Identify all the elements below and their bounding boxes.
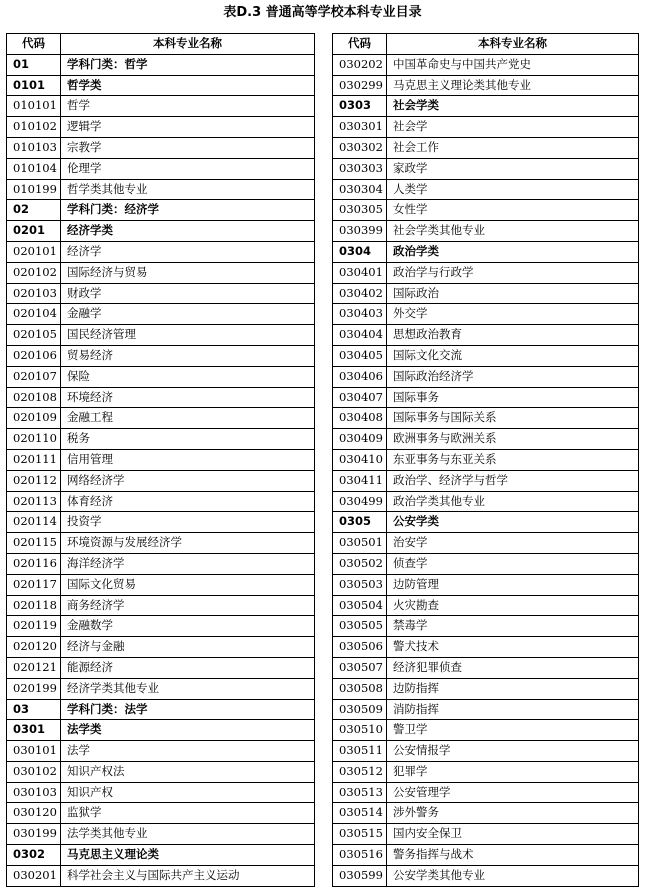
- major-name-cell: 公安情报学: [387, 741, 639, 762]
- code-cell: 030503: [333, 574, 387, 595]
- major-name-cell: 金融工程: [61, 408, 315, 429]
- code-cell: 020109: [7, 408, 61, 429]
- major-name-cell: 国际政治: [387, 283, 639, 304]
- major-name-cell: 国际文化贸易: [61, 574, 315, 595]
- table-row: [7, 325, 315, 346]
- table-row: [333, 304, 639, 325]
- table-row: [7, 533, 315, 554]
- major-catalog-table-right: [332, 33, 639, 887]
- code-cell: 030201: [7, 865, 61, 886]
- major-name-cell: 欧洲事务与欧洲关系: [387, 429, 639, 450]
- table-row: [333, 75, 639, 96]
- major-name-cell: 马克思主义理论类其他专业: [387, 75, 639, 96]
- table-row: [7, 96, 315, 117]
- major-name-cell: 监狱学: [61, 803, 315, 824]
- major-name-cell: 能源经济: [61, 657, 315, 678]
- major-name-cell: 环境经济: [61, 387, 315, 408]
- code-cell: 030505: [333, 616, 387, 637]
- major-name-cell: 科学社会主义与国际共产主义运动: [61, 865, 315, 886]
- code-cell: 030506: [333, 637, 387, 658]
- code-cell: 020116: [7, 553, 61, 574]
- major-name-cell: 公安管理学: [387, 782, 639, 803]
- table-row: [7, 304, 315, 325]
- code-cell: 020115: [7, 533, 61, 554]
- table-row: [7, 782, 315, 803]
- table-row: [333, 616, 639, 637]
- table-row: [7, 429, 315, 450]
- code-cell: 030102: [7, 761, 61, 782]
- code-cell: 030515: [333, 824, 387, 845]
- table-row: [7, 637, 315, 658]
- major-name-cell: 贸易经济: [61, 345, 315, 366]
- major-name-cell: 知识产权法: [61, 761, 315, 782]
- major-name-cell: 警务指挥与战术: [387, 845, 639, 866]
- table-row: [7, 491, 315, 512]
- table-row: [333, 865, 639, 886]
- table-row: [333, 283, 639, 304]
- major-name-cell: 经济与金融: [61, 637, 315, 658]
- major-name-cell: 环境资源与发展经济学: [61, 533, 315, 554]
- table-row: [7, 657, 315, 678]
- category-row: [333, 512, 639, 533]
- code-cell: 020120: [7, 637, 61, 658]
- code-cell: 0303: [333, 96, 387, 117]
- major-name-cell: 政治学类: [387, 241, 639, 262]
- table-row: [333, 470, 639, 491]
- major-name-cell: 税务: [61, 429, 315, 450]
- major-name-cell: 警卫学: [387, 720, 639, 741]
- code-cell: 030403: [333, 304, 387, 325]
- major-name-cell: 边防管理: [387, 574, 639, 595]
- table-row: [333, 678, 639, 699]
- major-name-cell: 国民经济管理: [61, 325, 315, 346]
- table-row: [333, 824, 639, 845]
- table-row: [7, 345, 315, 366]
- code-cell: 030304: [333, 179, 387, 200]
- category-row: [7, 845, 315, 866]
- major-name-cell: 金融数学: [61, 616, 315, 637]
- major-name-cell: 国际事务与国际关系: [387, 408, 639, 429]
- code-cell: 030202: [333, 54, 387, 75]
- code-column-header: 代码: [7, 34, 61, 55]
- table-row: [7, 761, 315, 782]
- category-row: [7, 200, 315, 221]
- major-name-cell: 经济犯罪侦查: [387, 657, 639, 678]
- table-row: [7, 595, 315, 616]
- major-name-cell: 哲学类: [61, 75, 315, 96]
- table-row: [333, 741, 639, 762]
- major-name-column-header: 本科专业名称: [387, 34, 639, 55]
- code-cell: 03: [7, 699, 61, 720]
- code-cell: 030401: [333, 262, 387, 283]
- table-row: [333, 345, 639, 366]
- table-row: [333, 491, 639, 512]
- code-cell: 030101: [7, 741, 61, 762]
- category-row: [7, 75, 315, 96]
- major-name-cell: 社会学: [387, 117, 639, 138]
- major-name-cell: 政治学与行政学: [387, 262, 639, 283]
- code-cell: 030103: [7, 782, 61, 803]
- major-name-cell: 人类学: [387, 179, 639, 200]
- code-cell: 030504: [333, 595, 387, 616]
- table-row: [7, 616, 315, 637]
- major-name-cell: 国内安全保卫: [387, 824, 639, 845]
- code-cell: 030305: [333, 200, 387, 221]
- major-name-cell: 治安学: [387, 533, 639, 554]
- code-cell: 020114: [7, 512, 61, 533]
- table-row: [7, 158, 315, 179]
- major-name-cell: 学科门类：经济学: [61, 200, 315, 221]
- table-row: [333, 553, 639, 574]
- table-row: [333, 761, 639, 782]
- table-row: [333, 179, 639, 200]
- code-cell: 030510: [333, 720, 387, 741]
- code-cell: 010103: [7, 137, 61, 158]
- major-name-cell: 经济学类: [61, 221, 315, 242]
- table-row: [7, 553, 315, 574]
- major-name-cell: 网络经济学: [61, 470, 315, 491]
- major-name-cell: 政治学类其他专业: [387, 491, 639, 512]
- major-name-cell: 公安学类: [387, 512, 639, 533]
- code-cell: 030406: [333, 366, 387, 387]
- major-name-cell: 金融学: [61, 304, 315, 325]
- major-catalog-table-left: [6, 33, 315, 887]
- major-name-cell: 犯罪学: [387, 761, 639, 782]
- code-cell: 020112: [7, 470, 61, 491]
- major-name-cell: 伦理学: [61, 158, 315, 179]
- table-header-row: [333, 34, 639, 55]
- table-row: [333, 262, 639, 283]
- major-name-cell: 知识产权: [61, 782, 315, 803]
- major-name-cell: 宗教学: [61, 137, 315, 158]
- code-cell: 010104: [7, 158, 61, 179]
- major-name-cell: 思想政治教育: [387, 325, 639, 346]
- major-name-cell: 社会学类: [387, 96, 639, 117]
- major-name-cell: 公安学类其他专业: [387, 865, 639, 886]
- major-name-cell: 哲学类其他专业: [61, 179, 315, 200]
- major-name-cell: 警犬技术: [387, 637, 639, 658]
- code-cell: 020105: [7, 325, 61, 346]
- table-row: [333, 200, 639, 221]
- table-row: [333, 325, 639, 346]
- code-cell: 030599: [333, 865, 387, 886]
- major-name-cell: 法学: [61, 741, 315, 762]
- table-row: [333, 158, 639, 179]
- code-cell: 01: [7, 54, 61, 75]
- code-cell: 030508: [333, 678, 387, 699]
- major-name-cell: 火灾勘查: [387, 595, 639, 616]
- table-row: [333, 845, 639, 866]
- table-row: [7, 678, 315, 699]
- major-name-cell: 涉外警务: [387, 803, 639, 824]
- code-cell: 0101: [7, 75, 61, 96]
- code-cell: 020113: [7, 491, 61, 512]
- table-body-left: [7, 54, 315, 886]
- table-row: [333, 574, 639, 595]
- category-row: [333, 96, 639, 117]
- code-cell: 030512: [333, 761, 387, 782]
- table-row: [7, 179, 315, 200]
- major-name-cell: 国际文化交流: [387, 345, 639, 366]
- code-cell: 020118: [7, 595, 61, 616]
- table-row: [7, 408, 315, 429]
- code-cell: 0304: [333, 241, 387, 262]
- code-cell: 030399: [333, 221, 387, 242]
- major-name-cell: 法学类其他专业: [61, 824, 315, 845]
- code-cell: 020107: [7, 366, 61, 387]
- code-cell: 010102: [7, 117, 61, 138]
- major-name-cell: 东亚事务与东亚关系: [387, 449, 639, 470]
- table-row: [333, 720, 639, 741]
- major-name-cell: 禁毒学: [387, 616, 639, 637]
- table-row: [7, 366, 315, 387]
- category-row: [333, 241, 639, 262]
- table-row: [7, 117, 315, 138]
- code-cell: 030516: [333, 845, 387, 866]
- table-row: [7, 470, 315, 491]
- category-row: [7, 221, 315, 242]
- major-name-cell: 体育经济: [61, 491, 315, 512]
- table-row: [333, 117, 639, 138]
- code-cell: 030120: [7, 803, 61, 824]
- code-cell: 030404: [333, 325, 387, 346]
- table-row: [7, 449, 315, 470]
- table-row: [7, 512, 315, 533]
- code-cell: 020103: [7, 283, 61, 304]
- major-name-cell: 边防指挥: [387, 678, 639, 699]
- major-name-cell: 商务经济学: [61, 595, 315, 616]
- code-cell: 020199: [7, 678, 61, 699]
- code-cell: 030514: [333, 803, 387, 824]
- code-cell: 030501: [333, 533, 387, 554]
- code-cell: 030302: [333, 137, 387, 158]
- code-cell: 030411: [333, 470, 387, 491]
- table-row: [7, 741, 315, 762]
- code-cell: 020110: [7, 429, 61, 450]
- major-name-cell: 信用管理: [61, 449, 315, 470]
- major-name-cell: 海洋经济学: [61, 553, 315, 574]
- major-name-cell: 中国革命史与中国共产党史: [387, 54, 639, 75]
- code-cell: 020119: [7, 616, 61, 637]
- table-row: [333, 782, 639, 803]
- major-name-cell: 家政学: [387, 158, 639, 179]
- code-cell: 030407: [333, 387, 387, 408]
- code-cell: 010101: [7, 96, 61, 117]
- code-cell: 030402: [333, 283, 387, 304]
- major-name-cell: 经济学: [61, 241, 315, 262]
- table-row: [333, 637, 639, 658]
- code-cell: 020102: [7, 262, 61, 283]
- major-name-cell: 国际经济与贸易: [61, 262, 315, 283]
- table-row: [7, 283, 315, 304]
- major-name-cell: 消防指挥: [387, 699, 639, 720]
- code-cell: 0302: [7, 845, 61, 866]
- major-name-cell: 社会学类其他专业: [387, 221, 639, 242]
- code-cell: 020104: [7, 304, 61, 325]
- code-cell: 030499: [333, 491, 387, 512]
- code-cell: 0201: [7, 221, 61, 242]
- table-row: [7, 241, 315, 262]
- code-column-header: 代码: [333, 34, 387, 55]
- major-name-cell: 经济学类其他专业: [61, 678, 315, 699]
- document-title: 表D.3 普通高等学校本科专业目录: [223, 5, 422, 20]
- table-row: [333, 221, 639, 242]
- table-row: [333, 803, 639, 824]
- table-row: [333, 533, 639, 554]
- major-name-cell: 财政学: [61, 283, 315, 304]
- table-header-row: [7, 34, 315, 55]
- code-cell: 0301: [7, 720, 61, 741]
- code-cell: 030502: [333, 553, 387, 574]
- major-name-cell: 外交学: [387, 304, 639, 325]
- table-row: [333, 657, 639, 678]
- code-cell: 010199: [7, 179, 61, 200]
- code-cell: 020108: [7, 387, 61, 408]
- major-name-cell: 法学类: [61, 720, 315, 741]
- code-cell: 0305: [333, 512, 387, 533]
- category-row: [7, 699, 315, 720]
- major-name-cell: 国际政治经济学: [387, 366, 639, 387]
- code-cell: 020117: [7, 574, 61, 595]
- major-name-cell: 政治学、经济学与哲学: [387, 470, 639, 491]
- table-row: [7, 803, 315, 824]
- code-cell: 030509: [333, 699, 387, 720]
- table-row: [333, 408, 639, 429]
- table-row: [7, 137, 315, 158]
- category-row: [7, 720, 315, 741]
- code-cell: 020121: [7, 657, 61, 678]
- major-name-cell: 国际事务: [387, 387, 639, 408]
- code-cell: 030299: [333, 75, 387, 96]
- major-name-cell: 投资学: [61, 512, 315, 533]
- table-row: [333, 137, 639, 158]
- table-row: [7, 824, 315, 845]
- code-cell: 030409: [333, 429, 387, 450]
- table-row: [333, 366, 639, 387]
- major-name-cell: 学科门类：哲学: [61, 54, 315, 75]
- major-name-cell: 哲学: [61, 96, 315, 117]
- table-row: [7, 262, 315, 283]
- code-cell: 02: [7, 200, 61, 221]
- table-row: [333, 699, 639, 720]
- major-name-column-header: 本科专业名称: [61, 34, 315, 55]
- code-cell: 030408: [333, 408, 387, 429]
- code-cell: 030199: [7, 824, 61, 845]
- code-cell: 030303: [333, 158, 387, 179]
- major-name-cell: 马克思主义理论类: [61, 845, 315, 866]
- code-cell: 030507: [333, 657, 387, 678]
- category-row: [7, 54, 315, 75]
- code-cell: 020111: [7, 449, 61, 470]
- table-body-right: [333, 54, 639, 886]
- major-name-cell: 逻辑学: [61, 117, 315, 138]
- table-row: [333, 595, 639, 616]
- table-row: [7, 387, 315, 408]
- table-row: [333, 387, 639, 408]
- major-name-cell: 学科门类：法学: [61, 699, 315, 720]
- major-name-cell: 女性学: [387, 200, 639, 221]
- code-cell: 030511: [333, 741, 387, 762]
- table-row: [7, 865, 315, 886]
- major-name-cell: 保险: [61, 366, 315, 387]
- code-cell: 030513: [333, 782, 387, 803]
- code-cell: 020106: [7, 345, 61, 366]
- table-row: [333, 54, 639, 75]
- major-name-cell: 社会工作: [387, 137, 639, 158]
- code-cell: 030301: [333, 117, 387, 138]
- major-name-cell: 侦查学: [387, 553, 639, 574]
- table-row: [333, 449, 639, 470]
- code-cell: 030405: [333, 345, 387, 366]
- code-cell: 030410: [333, 449, 387, 470]
- table-row: [333, 429, 639, 450]
- code-cell: 020101: [7, 241, 61, 262]
- table-row: [7, 574, 315, 595]
